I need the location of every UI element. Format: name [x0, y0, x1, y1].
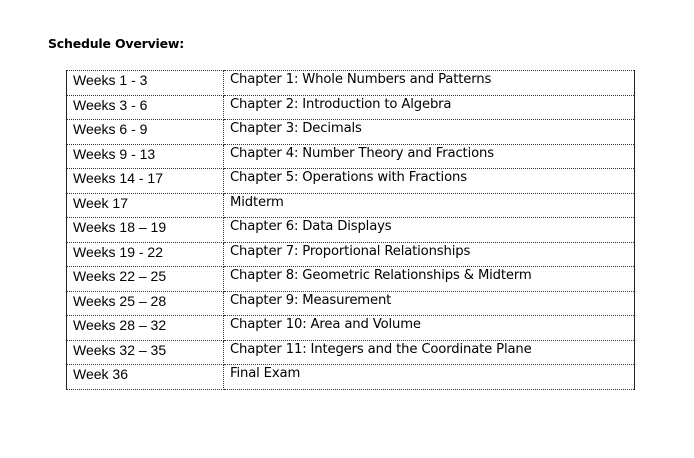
schedule-heading: Schedule Overview: — [48, 36, 185, 51]
table-row — [67, 95, 635, 120]
table-row — [67, 218, 635, 243]
table-row — [67, 120, 635, 145]
weeks-cell: Weeks 28 – 32 — [67, 316, 224, 341]
table-row — [67, 169, 635, 194]
table-row — [67, 144, 635, 169]
topic-cell: Chapter 1: Whole Numbers and Patterns — [224, 71, 635, 96]
weeks-cell: Weeks 32 – 35 — [67, 340, 224, 365]
schedule-table-body — [67, 71, 635, 390]
topic-cell: Chapter 6: Data Displays — [224, 218, 635, 243]
topic-cell: Chapter 11: Integers and the Coordinate Plane — [224, 340, 635, 365]
topic-cell: Chapter 9: Measurement — [224, 291, 635, 316]
table-row — [67, 242, 635, 267]
table-row — [67, 291, 635, 316]
weeks-cell: Weeks 9 - 13 — [67, 144, 224, 169]
topic-cell: Chapter 7: Proportional Relationships — [224, 242, 635, 267]
weeks-cell: Weeks 18 – 19 — [67, 218, 224, 243]
weeks-cell: Weeks 19 - 22 — [67, 242, 224, 267]
topic-cell: Chapter 2: Introduction to Algebra — [224, 95, 635, 120]
table-row — [67, 71, 635, 96]
topic-cell: Midterm — [224, 193, 635, 218]
topic-cell: Chapter 4: Number Theory and Fractions — [224, 144, 635, 169]
topic-cell: Chapter 8: Geometric Relationships & Midterm — [224, 267, 635, 292]
table-row — [67, 193, 635, 218]
weeks-cell: Weeks 1 - 3 — [67, 71, 224, 96]
weeks-cell: Week 17 — [67, 193, 224, 218]
weeks-cell: Weeks 25 – 28 — [67, 291, 224, 316]
weeks-cell: Weeks 14 - 17 — [67, 169, 224, 194]
schedule-table — [66, 70, 635, 390]
table-row — [67, 267, 635, 292]
topic-cell: Chapter 5: Operations with Fractions — [224, 169, 635, 194]
topic-cell: Chapter 10: Area and Volume — [224, 316, 635, 341]
table-row — [67, 365, 635, 390]
topic-cell: Chapter 3: Decimals — [224, 120, 635, 145]
table-row — [67, 316, 635, 341]
topic-cell: Final Exam — [224, 365, 635, 390]
table-row — [67, 340, 635, 365]
weeks-cell: Week 36 — [67, 365, 224, 390]
weeks-cell: Weeks 6 - 9 — [67, 120, 224, 145]
weeks-cell: Weeks 22 – 25 — [67, 267, 224, 292]
weeks-cell: Weeks 3 - 6 — [67, 95, 224, 120]
